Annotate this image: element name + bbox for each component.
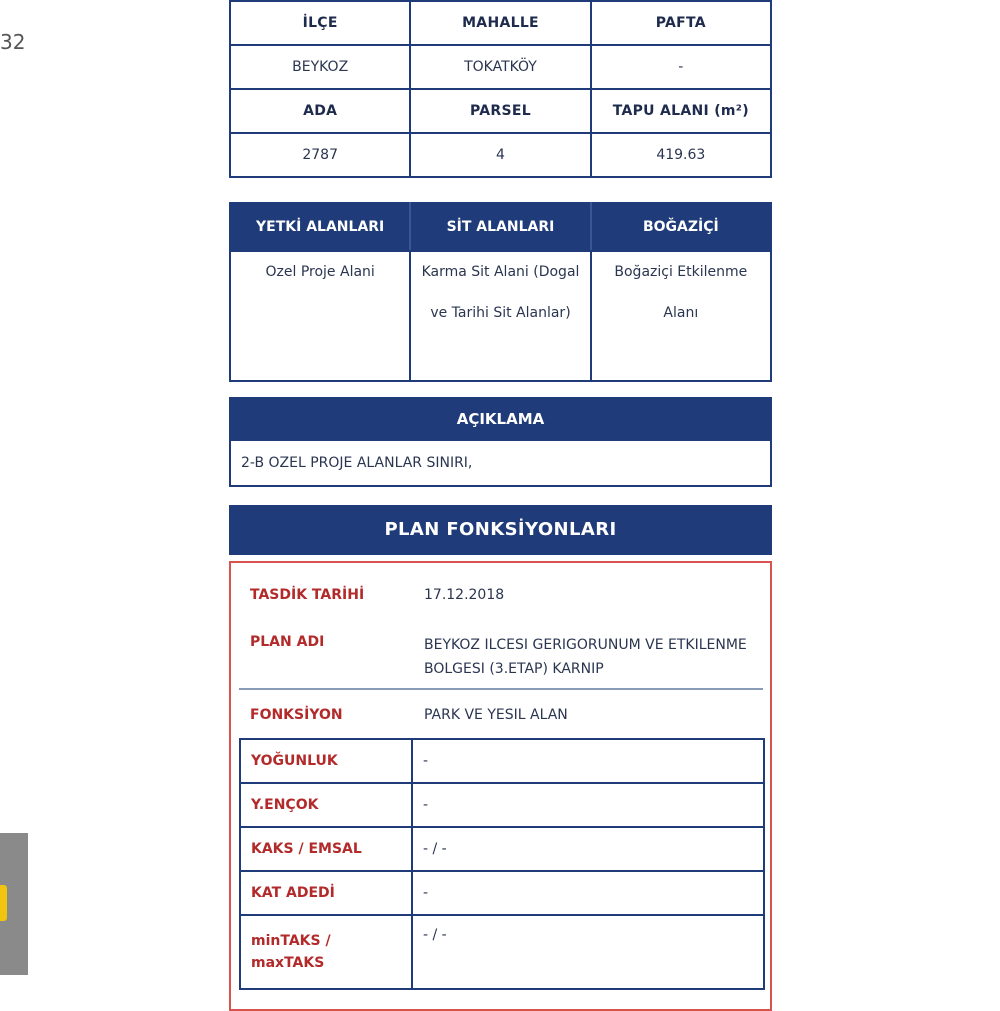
parcel-info-table [229, 0, 772, 178]
approval-date-label: TASDİK TARİHİ [250, 587, 365, 603]
header-ada: ADA [230, 89, 410, 133]
kaks-emsal-label: KAKS / EMSAL [240, 827, 412, 871]
side-widget[interactable] [0, 833, 28, 975]
plan-name-value: BEYKOZ ILCESI GERIGORUNUM VE ETKILENME BOLGESI (3.ETAP) KARNIP [424, 637, 747, 677]
value-tapu-alani: 419.63 [591, 133, 771, 177]
header-sit-alanlari: SİT ALANLARI [410, 203, 590, 251]
edge-number: 32 [0, 30, 26, 54]
header-pafta: PAFTA [591, 1, 771, 45]
value-parsel: 4 [410, 133, 590, 177]
value-ada: 2787 [230, 133, 410, 177]
table-row [240, 827, 764, 871]
plan-functions-title: PLAN FONKSİYONLARI [229, 505, 772, 555]
plan-name-label: PLAN ADI [250, 634, 325, 650]
info-header-row-1 [230, 1, 771, 45]
plan-functions-header [229, 505, 772, 555]
description-section [229, 397, 772, 487]
function-label: FONKSİYON [250, 707, 343, 723]
table-row [240, 739, 764, 783]
authority-table [229, 202, 772, 382]
value-bogazici: Boğaziçi Etkilenme Alanı [591, 251, 771, 381]
approval-date-value: 17.12.2018 [424, 587, 505, 603]
kaks-emsal-value: - / - [412, 827, 764, 871]
plan-metrics-table [239, 738, 765, 990]
function-value: PARK VE YESIL ALAN [424, 707, 568, 723]
header-mahalle: MAHALLE [410, 1, 590, 45]
kat-adedi-value: - [412, 871, 764, 915]
header-tapu-alani: TAPU ALANI (m²) [591, 89, 771, 133]
header-yetki-alanlari: YETKİ ALANLARI [230, 203, 410, 251]
widget-badge-icon [0, 885, 7, 921]
min-max-taks-value: - / - [412, 915, 764, 989]
info-value-row-1 [230, 45, 771, 89]
plan-divider [239, 688, 763, 690]
info-value-row-2 [230, 133, 771, 177]
header-ilce: İLÇE [230, 1, 410, 45]
kat-adedi-label: KAT ADEDİ [240, 871, 412, 915]
yogunluk-value: - [412, 739, 764, 783]
value-sit-alanlari: Karma Sit Alani (Dogal ve Tarihi Sit Alanlar) [410, 251, 590, 381]
value-pafta: - [591, 45, 771, 89]
yogunluk-label: YOĞUNLUK [240, 739, 412, 783]
info-header-row-2 [230, 89, 771, 133]
table-row [240, 783, 764, 827]
plan-functions-panel [229, 561, 772, 1011]
yencok-value: - [412, 783, 764, 827]
table-row [240, 915, 764, 989]
header-bogazici: BOĞAZİÇİ [591, 203, 771, 251]
value-mahalle: TOKATKÖY [410, 45, 590, 89]
description-title: AÇIKLAMA [229, 397, 772, 441]
value-ilce: BEYKOZ [230, 45, 410, 89]
min-max-taks-label: minTAKS / maxTAKS [240, 915, 412, 989]
header-parsel: PARSEL [410, 89, 590, 133]
description-text: 2-B OZEL PROJE ALANLAR SINIRI, [229, 441, 772, 487]
value-yetki-alanlari: Ozel Proje Alani [230, 251, 410, 381]
yencok-label: Y.ENÇOK [240, 783, 412, 827]
table-row [240, 871, 764, 915]
